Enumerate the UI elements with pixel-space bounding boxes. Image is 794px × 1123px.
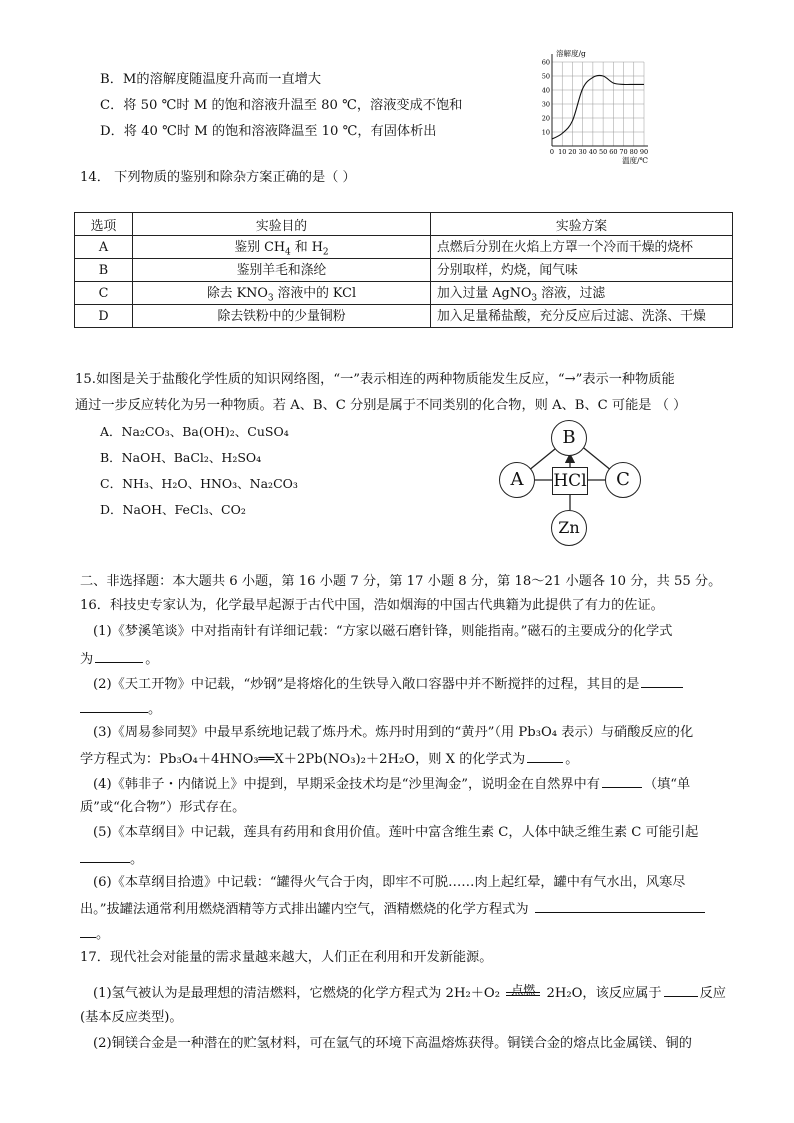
q16-part3-line2: 学方程式为：Pb₃O₄＋4HNO₃══X＋2Pb(NO₃)₂＋2H₂O，则 X 的化学式为 。 — [80, 748, 578, 770]
x-tick-label: 40 — [588, 148, 598, 156]
q16-part1-line1: (1)《梦溪笔谈》中对指南针有详细记载：“方家以磁石磨针锋，则能指南。”磁石的主要成分的化学式 — [93, 624, 673, 639]
row-option: B — [75, 259, 133, 282]
q16-part3-line1: (3)《周易参同契》中最早系统地记载了炼丹术。炼丹时用到的“黄丹”（用 Pb₃O₄ 表示）与硝酸反应的化 — [93, 725, 694, 740]
y-axis-label: 溶解度/g — [556, 49, 586, 58]
table-row — [75, 305, 733, 328]
q16-part2-line1: (2)《天工开物》中记载，“炒钢”是将熔化的生铁导入敞口容器中并不断搅拌的过程，其目的是 — [93, 673, 683, 695]
section-2-heading: 二、非选择题：本大题共 6 小题，第 16 小题 7 分，第 17 小题 8 分，第 18～21 小题各 10 分，共 55 分。 — [80, 574, 722, 589]
answer-blank[interactable] — [641, 673, 683, 688]
answer-blank[interactable] — [527, 748, 563, 763]
q16-part2-line2: 。 — [80, 698, 161, 720]
x-axis-label: 温度/℃ — [622, 156, 648, 165]
q17-part1-line1: (1)氢气被认为是最理想的清洁燃料，它燃烧的化学方程式为 2H₂＋O₂ 点燃 2H₂O，该反应属于 反应 — [93, 983, 726, 1001]
table-row — [75, 259, 733, 282]
answer-blank[interactable] — [80, 848, 130, 863]
answer-blank[interactable] — [535, 898, 705, 913]
q13-option-d: D．将 40 ℃时 M 的饱和溶液降温至 10 ℃，有固体析出 — [100, 124, 437, 139]
solubility-chart — [530, 44, 660, 176]
q17-part2-line1: (2)铜镁合金是一种潜在的贮氢材料，可在氩气的环境下高温熔炼获得。铜镁合金的熔点比金属镁、铜的 — [93, 1036, 692, 1051]
q15-stem-line2: 通过一步反应转化为另一种物质。若 A、B、C 分别是属于不同类别的化合物，则 A、B、C 可能是 （ ） — [75, 398, 687, 413]
row-option: C — [75, 282, 133, 305]
q13-option-c: C．将 50 ℃时 M 的饱和溶液升温至 80 ℃，溶液变成不饱和 — [100, 98, 463, 113]
q16-part6-line1: (6)《本草纲目拾遗》中记载：“罐得火气合于肉，即牢不可脱……肉上起红晕，罐中有气水出，风寒尽 — [93, 875, 686, 890]
hcl-network-diagram — [490, 418, 650, 548]
x-tick-label: 30 — [578, 148, 587, 156]
x-tick-label: 60 — [609, 148, 618, 156]
table-row — [75, 236, 733, 259]
q17-stem: 17．现代社会对能量的需求量越来越大，人们正在利用和开发新能源。 — [80, 950, 493, 965]
answer-blank[interactable] — [80, 698, 148, 713]
table-row — [75, 282, 733, 305]
q16-stem: 16．科技史专家认为，化学最早起源于古代中国，浩如烟海的中国古代典籍为此提供了有力的佐证。 — [80, 598, 664, 613]
node-hcl: HCl — [552, 467, 588, 495]
q16-part5-line1: (5)《本草纲目》中记载，莲具有药用和食用价值。莲叶中富含维生素 C，人体中缺乏维生素 C 可能引起 — [93, 825, 699, 840]
q14-table — [74, 212, 733, 328]
row-option: D — [75, 305, 133, 328]
node-zn: Zn — [551, 510, 587, 546]
q15-option-c: C．NH₃、H₂O、HNO₃、Na₂CO₃ — [100, 476, 298, 491]
y-tick-label: 20 — [541, 114, 550, 123]
row-plan: 点燃后分别在火焰上方罩一个冷而干燥的烧杯 — [431, 236, 733, 259]
q15-option-a: A．Na₂CO₃、Ba(OH)₂、CuSO₄ — [100, 424, 289, 439]
x-tick-label: 20 — [568, 148, 577, 156]
q15-option-b: B．NaOH、BaCl₂、H₂SO₄ — [100, 450, 262, 465]
q15-stem-line1: 15.如图是关于盐酸化学性质的知识网络图，“一”表示相连的两种物质能发生反应，“→”表示一种物质能 — [75, 372, 675, 387]
node-a: A — [499, 462, 535, 498]
q16-part4-line2: 质”或“化合物”）形式存在。 — [80, 800, 246, 815]
y-tick-label: 50 — [541, 72, 550, 81]
q16-part6-line2: 出。”拔罐法通常利用燃烧酒精等方式排出罐内空气，酒精燃烧的化学方程式为 — [80, 898, 705, 920]
row-goal: 鉴别 $CH_4$ 和 $H_2$ — [133, 236, 431, 259]
q17-part1-line2: (基本反应类型)。 — [80, 1010, 183, 1025]
y-tick-label: 40 — [541, 86, 550, 95]
answer-blank[interactable] — [664, 982, 698, 997]
node-b: B — [551, 420, 587, 456]
answer-blank[interactable] — [80, 923, 96, 938]
row-plan: 加入过量 AgNO$_3$ 溶液，过滤 — [431, 282, 733, 305]
answer-blank[interactable] — [602, 773, 642, 788]
q15-option-d: D．NaOH、FeCl₃、CO₂ — [100, 502, 246, 517]
answer-blank[interactable] — [95, 648, 143, 663]
node-c: C — [605, 462, 641, 498]
q16-part5-line2: 。 — [80, 848, 143, 870]
q16-part1-line2: 为 。 — [80, 648, 158, 670]
q16-part4-line1: (4)《韩非子・内储说上》中提到，早期采金技术均是“沙里淘金”，说明金在自然界中有 （填“单 — [93, 773, 690, 795]
x-tick-label: 70 — [619, 148, 628, 156]
q14-stem: 14． 下列物质的鉴别和除杂方案正确的是（ ） — [80, 170, 356, 185]
row-goal: 鉴别羊毛和涤纶 — [133, 259, 431, 282]
y-tick-label: 60 — [541, 58, 550, 67]
header-goal: 实验目的 — [133, 213, 431, 236]
x-tick-label: 0 — [549, 148, 555, 156]
y-tick-label: 30 — [541, 100, 550, 109]
x-tick-label: 10 — [558, 148, 567, 156]
row-plan: 加入足量稀盐酸，充分反应后过滤、洗涤、干燥 — [431, 305, 733, 328]
header-option: 选项 — [75, 213, 133, 236]
x-tick-label: 90 — [639, 148, 649, 156]
row-goal: 除去 $KNO_3$ 溶液中的 KCl — [133, 282, 431, 305]
x-tick-label: 50 — [598, 148, 608, 156]
x-tick-label: 80 — [629, 148, 638, 156]
row-option: A — [75, 236, 133, 259]
row-goal: 除去铁粉中的少量铜粉 — [133, 305, 431, 328]
row-plan: 分别取样，灼烧，闻气味 — [431, 259, 733, 282]
table-header-row — [75, 213, 733, 236]
q13-option-b: B．M的溶解度随温度升高而一直增大 — [100, 72, 322, 87]
q16-part6-line3: 。 — [80, 923, 109, 945]
series-line-m — [552, 75, 644, 139]
header-plan: 实验方案 — [431, 213, 733, 236]
y-tick-label: 10 — [541, 128, 550, 137]
